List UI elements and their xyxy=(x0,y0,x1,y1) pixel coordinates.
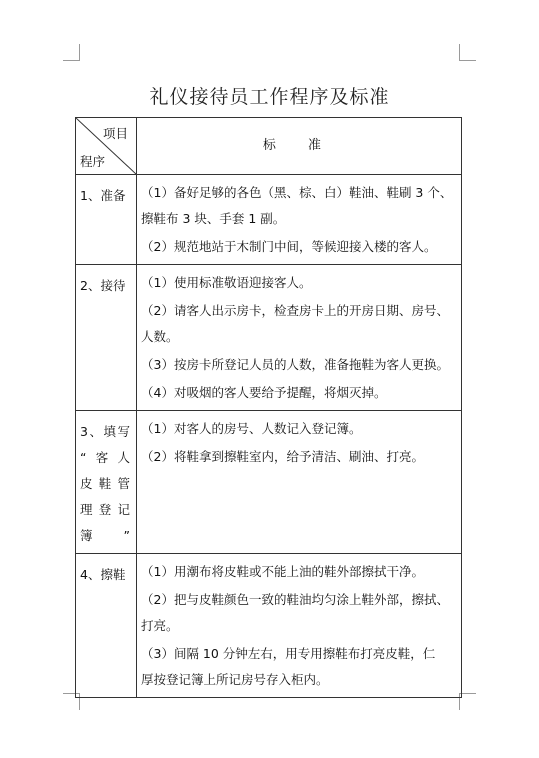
procedure-step-line: 3、填写 xyxy=(80,424,130,439)
standard-item-line: （1）备好足够的各色（黑、棕、白）鞋油、鞋刷 3 个、 xyxy=(141,185,453,200)
procedure-step-line: 理登记 xyxy=(80,502,130,517)
table-header-row xyxy=(76,118,462,175)
table-row xyxy=(76,265,462,411)
standard-item-line: 厚按登记簿上所记房号存入柜内。 xyxy=(141,672,329,687)
procedure-step-cell xyxy=(76,175,137,265)
procedure-step-cell xyxy=(76,411,137,554)
standard-item-line: 擦鞋布 3 块、手套 1 副。 xyxy=(141,211,286,226)
procedure-step-cell xyxy=(76,265,137,411)
standard-item-line: （1）使用标准敬语迎接客人。 xyxy=(141,275,312,290)
procedure-step-line: 1、准备 xyxy=(80,188,126,203)
standard-item xyxy=(141,180,458,232)
standard-item-line: （4）对吸烟的客人要给予提醒，将烟灭掉。 xyxy=(141,385,387,400)
standard-item xyxy=(141,352,458,378)
standard-description-cell xyxy=(137,411,462,554)
crop-mark-top-right xyxy=(459,44,476,61)
standard-item xyxy=(141,270,458,296)
procedure-step-line: 皮鞋管 xyxy=(80,476,130,491)
procedure-step-cell xyxy=(76,554,137,698)
standard-description-cell xyxy=(137,265,462,411)
header-standard-label: 标 准 xyxy=(137,118,462,175)
standard-item-line: （2）规范地站于木制门中间，等候迎接入楼的客人。 xyxy=(141,239,437,254)
table-row xyxy=(76,554,462,698)
table-row xyxy=(76,175,462,265)
standard-item-line: （3）间隔 10 分钟左右，用专用擦鞋布打亮皮鞋，仁 xyxy=(141,646,436,661)
procedure-step-line: “客人 xyxy=(80,450,130,465)
crop-mark-top-left xyxy=(63,44,80,61)
standard-item xyxy=(141,416,458,442)
standard-item xyxy=(141,559,458,585)
standard-description-cell xyxy=(137,175,462,265)
standard-item-line: 打亮。 xyxy=(141,618,179,633)
diagonal-header-cell xyxy=(76,118,137,175)
procedure-step-line: 4、擦鞋 xyxy=(80,567,126,582)
standard-item xyxy=(141,234,458,260)
standard-item-line: （1）用潮布将皮鞋或不能上油的鞋外部擦拭干净。 xyxy=(141,564,424,579)
table-row xyxy=(76,411,462,554)
procedure-step-line: 簿” xyxy=(80,528,130,543)
procedure-step-line: 2、接待 xyxy=(80,278,126,293)
standard-item-line: （2）请客人出示房卡，检查房卡上的开房日期、房号、 xyxy=(141,303,449,318)
document-title: 礼仪接待员工作程序及标准 xyxy=(149,86,390,108)
standard-item-line: （2）将鞋拿到擦鞋室内，给予清洁、刷油、打亮。 xyxy=(141,449,424,464)
standard-item xyxy=(141,444,458,470)
standard-item-line: （2）把与皮鞋颜色一致的鞋油均匀涂上鞋外部，擦拭、 xyxy=(141,592,449,607)
standard-item xyxy=(141,298,458,350)
standard-item xyxy=(141,641,458,693)
standard-item-line: 人数。 xyxy=(141,329,179,344)
header-procedure-label: 程序 xyxy=(80,154,106,169)
standard-item-line: （1）对客人的房号、人数记入登记簿。 xyxy=(141,421,362,436)
procedure-table xyxy=(75,117,462,698)
header-item-label: 项目 xyxy=(102,126,128,141)
standard-item-line: （3）按房卡所登记人员的人数，准备拖鞋为客人更换。 xyxy=(141,357,449,372)
standard-item xyxy=(141,587,458,639)
standard-description-cell xyxy=(137,554,462,698)
standard-item xyxy=(141,380,458,406)
